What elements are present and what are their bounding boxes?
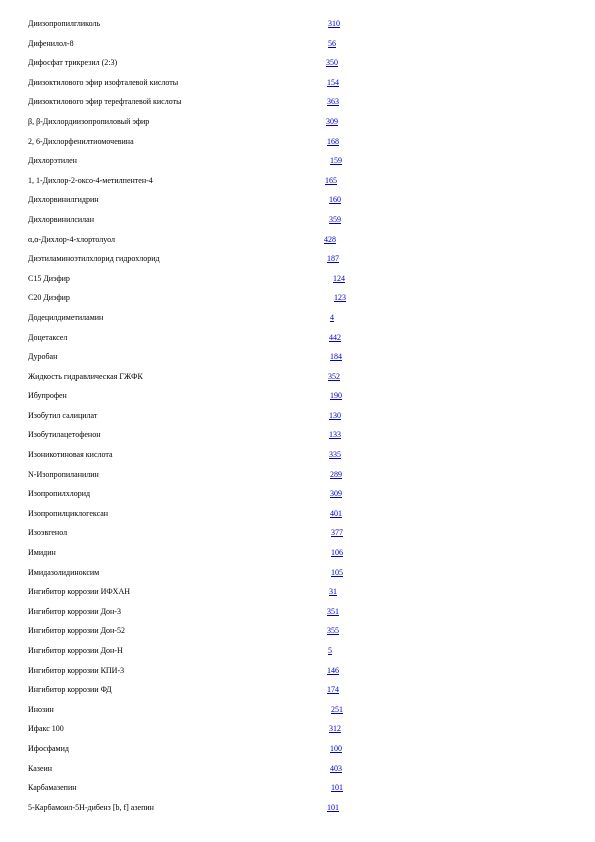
index-entry-term: Изопропилхлорид (28, 489, 91, 499)
index-entry-term: Ингибитор коррозии Дон-3 (28, 606, 121, 616)
index-entry-page-link[interactable]: 401 (330, 508, 342, 518)
index-entry-page-link[interactable]: 160 (329, 195, 341, 205)
index-entry-term: Изобутилацетофенон (28, 430, 101, 440)
index-list (28, 19, 388, 822)
index-entry-term: Имидазолидиноксим (28, 567, 100, 577)
index-entry-term: Имидин (28, 548, 56, 558)
index-entry-term: Дифосфат трикрезил (2:3) (28, 58, 118, 68)
index-entry-page-link[interactable]: 101 (327, 802, 339, 812)
index-entry-term: 5-Карбамоил-5Н-дибенз [b, f] азепин (28, 802, 154, 812)
index-entry (28, 646, 388, 666)
index-entry (28, 489, 388, 509)
index-entry-page-link[interactable]: 289 (330, 469, 342, 479)
index-entry-term: Дихлорвинилгидрин (28, 195, 99, 205)
index-entry-term: Ингибитор коррозии КПИ-3 (28, 665, 125, 675)
index-entry (28, 137, 388, 157)
index-entry (28, 568, 388, 588)
index-entry (28, 156, 388, 176)
index-entry (28, 783, 388, 803)
index-entry-page-link[interactable]: 335 (329, 450, 341, 460)
index-entry-page-link[interactable]: 154 (327, 77, 339, 87)
index-entry-page-link[interactable]: 106 (331, 548, 343, 558)
index-entry-page-link[interactable]: 377 (331, 528, 343, 538)
index-entry (28, 235, 388, 255)
index-entry (28, 372, 388, 392)
index-entry-page-link[interactable]: 174 (327, 685, 339, 695)
index-entry (28, 548, 388, 568)
index-entry-term: Дифенилол-8 (28, 38, 74, 48)
index-entry (28, 450, 388, 470)
index-entry-page-link[interactable]: 312 (329, 724, 341, 734)
index-entry (28, 803, 388, 823)
index-entry-term: Доцетаксел (28, 332, 68, 342)
index-entry (28, 274, 388, 294)
index-entry-term: Дуробан (28, 352, 58, 362)
index-entry-term: Ингибитор коррозии ФД (28, 685, 112, 695)
index-entry-page-link[interactable]: 31 (329, 587, 337, 597)
index-entry (28, 313, 388, 333)
index-entry-term: Диэтиламиноэтилхлорид гидрохлорид (28, 254, 160, 264)
index-entry-term: Карбамазепин (28, 783, 77, 793)
index-entry-term: Изоэвгенол (28, 528, 68, 538)
index-entry (28, 411, 388, 431)
index-entry-term: Изобутил салицилат (28, 410, 98, 420)
index-entry-page-link[interactable]: 351 (327, 606, 339, 616)
index-entry-term: Ифакс 100 (28, 724, 64, 734)
index-entry-page-link[interactable]: 442 (329, 332, 341, 342)
index-entry-term: Ингибитор коррозии ИФХАН (28, 587, 130, 597)
index-entry-term: Дихлорэтилен (28, 156, 77, 166)
index-entry (28, 626, 388, 646)
index-entry-term: Диизопропилгликоль (28, 19, 101, 28)
index-entry-page-link[interactable]: 352 (328, 371, 340, 381)
index-entry-page-link[interactable]: 101 (331, 783, 343, 793)
index-entry-page-link[interactable]: 133 (329, 430, 341, 440)
index-entry-term: Жидкость гидравлическая ГЖФК (28, 371, 143, 381)
index-entry-page-link[interactable]: 168 (327, 136, 339, 146)
index-entry-term: Инозин (28, 704, 54, 714)
index-entry-page-link[interactable]: 124 (333, 273, 345, 283)
index-entry (28, 176, 388, 196)
index-entry (28, 587, 388, 607)
index-entry-term: Ингибитор коррозии Дон-52 (28, 626, 125, 636)
index-entry-term: β, β-Дихлордиизопропиловый эфир (28, 116, 150, 126)
index-entry-page-link[interactable]: 428 (324, 234, 336, 244)
index-entry-term: Изоникотиновая кислота (28, 450, 113, 460)
index-entry-term: Дихлорвинилсилан (28, 214, 94, 224)
index-entry-term: С15 Диэфир (28, 273, 70, 283)
index-entry (28, 117, 388, 137)
index-entry-page-link[interactable]: 310 (328, 19, 340, 28)
index-entry-term: Диизоктилового эфир изофталевой кислоты (28, 77, 179, 87)
index-entry-term: Ингибитор коррозии Дон-Н (28, 646, 123, 655)
index-entry-page-link[interactable]: 130 (329, 410, 341, 420)
index-entry-page-link[interactable]: 159 (330, 156, 342, 166)
index-entry-term: 1, 1-Дихлор-2-оксо-4-метилпентен-4 (28, 175, 153, 185)
index-entry (28, 705, 388, 725)
index-entry-term: 2, 6-Дихлорфенилтиомочевина (28, 136, 134, 146)
index-entry-page-link[interactable]: 359 (329, 214, 341, 224)
index-entry (28, 509, 388, 529)
index-entry (28, 58, 388, 78)
index-entry-term: Ифосфамид (28, 743, 69, 753)
index-entry-page-link[interactable]: 4 (330, 312, 334, 322)
index-entry-page-link[interactable]: 403 (330, 763, 342, 773)
index-entry-page-link[interactable]: 363 (327, 97, 339, 107)
index-entry-term: Казеин (28, 763, 53, 773)
index-entry-page-link[interactable]: 184 (330, 352, 342, 362)
index-entry (28, 19, 388, 39)
index-entry-term: Изопропилциклогексан (28, 508, 109, 518)
index-entry-page-link[interactable]: 309 (326, 116, 338, 126)
index-entry (28, 215, 388, 235)
index-entry (28, 195, 388, 215)
index-entry (28, 470, 388, 490)
index-entry (28, 666, 388, 686)
index-entry (28, 764, 388, 784)
index-entry (28, 333, 388, 353)
index-entry (28, 744, 388, 764)
index-entry-page-link[interactable]: 309 (330, 489, 342, 499)
index-entry-page-link[interactable]: 187 (327, 254, 339, 264)
index-entry (28, 724, 388, 744)
index-entry (28, 39, 388, 59)
index-entry (28, 293, 388, 313)
index-entry-page-link[interactable]: 5 (328, 646, 332, 655)
index-entry-term: Додецилдиметиламин (28, 312, 104, 322)
index-entry (28, 78, 388, 98)
index-entry-page-link[interactable]: 251 (331, 704, 343, 714)
index-entry-page-link[interactable]: 56 (328, 38, 336, 48)
index-entry-page-link[interactable]: 165 (325, 175, 337, 185)
index-entry (28, 607, 388, 627)
index-entry (28, 352, 388, 372)
index-entry-term: α,α-Дихлор-4-хлортолуол (28, 234, 115, 244)
index-entry-page-link[interactable]: 355 (327, 626, 339, 636)
index-entry (28, 685, 388, 705)
index-entry (28, 391, 388, 411)
index-entry-page-link[interactable]: 105 (331, 567, 343, 577)
index-entry-term: Диизоктилового эфир терефталевой кислоты (28, 97, 182, 107)
index-entry-page-link[interactable]: 100 (330, 743, 342, 753)
index-entry (28, 254, 388, 274)
index-entry (28, 528, 388, 548)
index-entry-term: N-Изопропиланилин (28, 469, 99, 479)
index-entry-page-link[interactable]: 123 (334, 293, 346, 303)
index-entry-page-link[interactable]: 190 (330, 391, 342, 401)
index-entry-term: Ибупрофен (28, 391, 67, 401)
index-entry-page-link[interactable]: 146 (327, 665, 339, 675)
index-entry (28, 97, 388, 117)
index-entry (28, 430, 388, 450)
index-entry-term: С20 Диэфир (28, 293, 70, 303)
index-entry-page-link[interactable]: 350 (326, 58, 338, 68)
